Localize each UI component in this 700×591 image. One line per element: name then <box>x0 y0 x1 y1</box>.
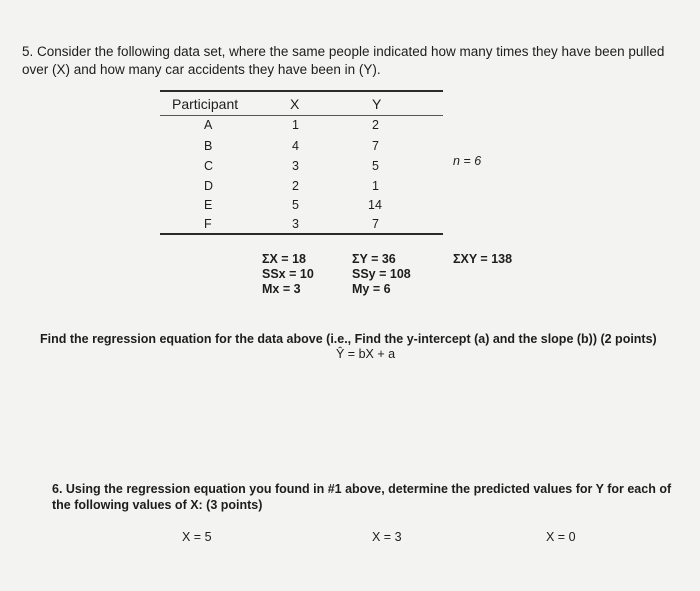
sum-x: ΣX = 18 <box>262 252 306 266</box>
x-value-0: X = 0 <box>546 530 576 544</box>
header-participant: Participant <box>172 96 239 112</box>
table-top-rule <box>160 90 443 92</box>
table-row-a-y: 2 <box>372 118 379 132</box>
ss-x: SSx = 10 <box>262 267 314 281</box>
header-x: X <box>290 96 300 112</box>
table-row-a-participant: A <box>204 118 213 132</box>
x-value-3: X = 3 <box>372 530 402 544</box>
table-row-e-participant: E <box>204 198 213 212</box>
stats-x-block <box>262 252 314 297</box>
table-row-c-y: 5 <box>372 159 379 173</box>
question-6-prompt: 6. Using the regression equation you found in #1 above, determine the predicted values for Y for each of the following values of X: (3 points) <box>52 482 672 512</box>
table-row-f-x: 3 <box>292 217 299 231</box>
mean-x: Mx = 3 <box>262 282 301 296</box>
table-row-e-y: 14 <box>368 198 382 212</box>
table-row-d-x: 2 <box>292 179 299 193</box>
stats-y-block <box>352 252 411 297</box>
table-row-b-participant: B <box>204 139 213 153</box>
table-row-f-participant: F <box>204 217 212 231</box>
table-row-d-y: 1 <box>372 179 379 193</box>
table-row-f-y: 7 <box>372 217 379 231</box>
question-5-prompt <box>22 43 692 79</box>
table-row-c-participant: C <box>204 159 214 173</box>
table-header-rule <box>160 115 443 116</box>
sum-xy: ΣXY = 138 <box>453 252 513 266</box>
table-bottom-rule <box>160 233 443 235</box>
regression-instruction: Find the regression equation for the data above (i.e., Find the y-intercept (a) and the slope (b)) (2 points) <box>40 332 657 346</box>
table-row-b-y: 7 <box>372 139 379 153</box>
table-row-c-x: 3 <box>292 159 299 173</box>
ss-y: SSy = 108 <box>352 267 411 281</box>
sample-size-label: n = 6 <box>453 154 482 168</box>
header-y: Y <box>372 96 382 112</box>
table-row-a-x: 1 <box>292 118 299 132</box>
sum-y: ΣY = 36 <box>352 252 396 266</box>
question-5-line-2: over (X) and how many car accidents they have been in (Y). <box>22 62 381 77</box>
question-5-line-1: 5. Consider the following data set, where the same people indicated how many times they have been pulled <box>22 44 665 59</box>
table-row-e-x: 5 <box>292 198 299 212</box>
table-row-d-participant: D <box>204 179 214 193</box>
x-value-5: X = 5 <box>182 530 212 544</box>
table-row-b-x: 4 <box>292 139 299 153</box>
mean-y: My = 6 <box>352 282 391 296</box>
regression-equation: Ŷ = bX + a <box>336 347 396 361</box>
